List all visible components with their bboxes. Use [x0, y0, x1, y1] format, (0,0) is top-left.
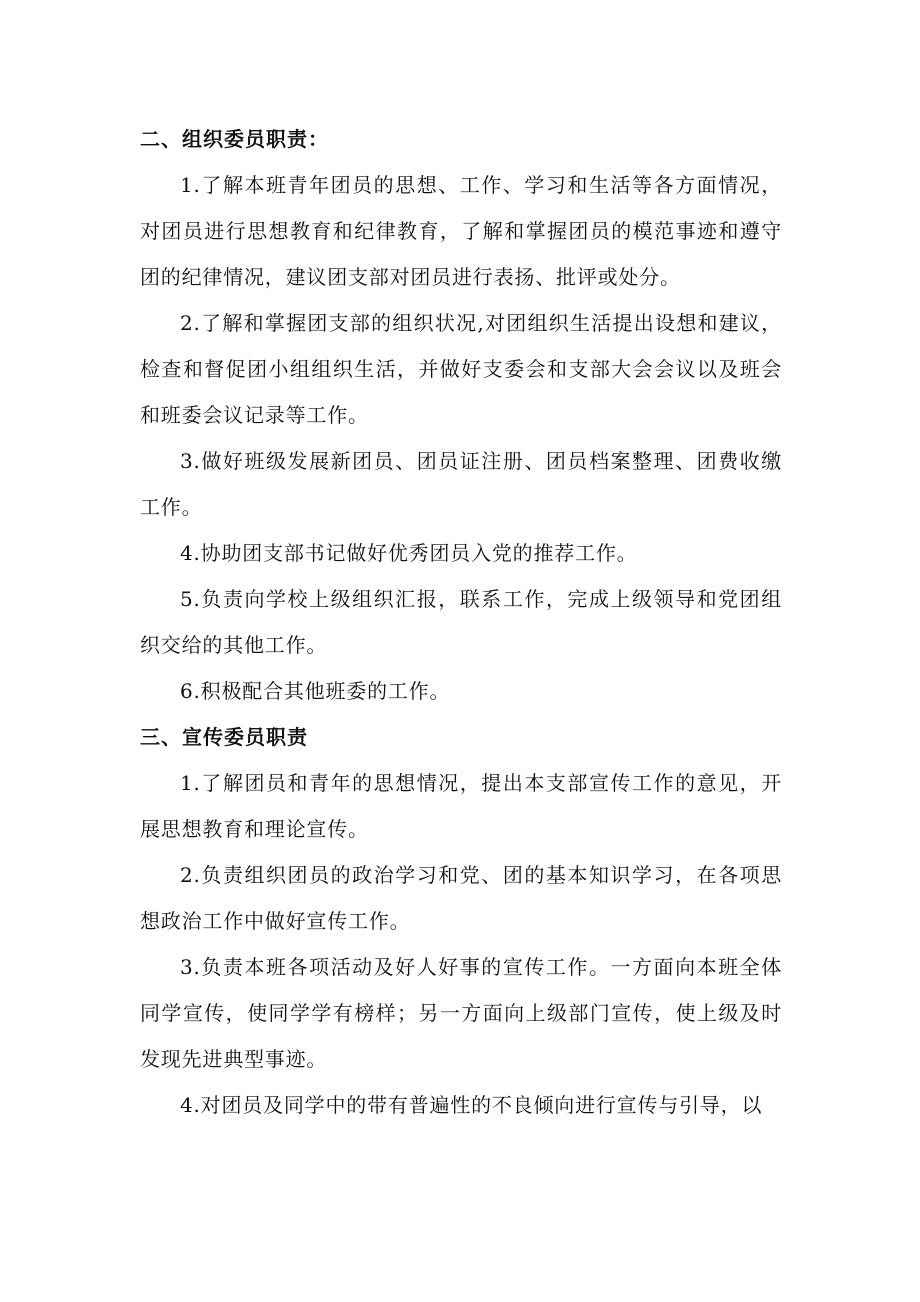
publicity-duty-2: 2.负责组织团员的政治学习和党、团的基本知识学习，在各项思想政治工作中做好宣传工作。 — [140, 863, 782, 933]
organization-duty-1: 1.了解本班青年团员的思想、工作、学习和生活等各方面情况，对团员进行思想教育和纪律教育，了解和掌握团员的模范事迹和遵守团的纪律情况，建议团支部对团员进行表扬、批评或处分。 — [140, 173, 782, 289]
organization-duty-6: 6.积极配合其他班委的工作。 — [180, 679, 451, 703]
section-heading-publicity: 三、宣传委员职责 — [140, 725, 308, 749]
publicity-duty-4: 4.对团员及同学中的带有普遍性的不良倾向进行宣传与引导，以 — [180, 1093, 763, 1117]
organization-duty-2: 2.了解和掌握团支部的组织状况,对团组织生活提出设想和建议，检查和督促团小组组织生活，并做好支委会和支部大会会议以及班会和班委会议记录等工作。 — [140, 311, 782, 427]
publicity-duty-1: 1.了解团员和青年的思想情况，提出本支部宣传工作的意见，开展思想教育和理论宣传。 — [140, 771, 782, 841]
organization-duty-5: 5.负责向学校上级组织汇报，联系工作，完成上级领导和党团组织交给的其他工作。 — [140, 587, 782, 657]
organization-duty-4: 4.协助团支部书记做好优秀团员入党的推荐工作。 — [180, 541, 638, 565]
document-body — [140, 116, 782, 1128]
publicity-duty-3: 3.负责本班各项活动及好人好事的宣传工作。一方面向本班全体同学宣传，使同学学有榜样；另一方面向上级部门宣传，使上级及时发现先进典型事迹。 — [140, 955, 782, 1071]
section-heading-organization: 二、组织委员职责： — [140, 127, 329, 151]
organization-duty-3: 3.做好班级发展新团员、团员证注册、团员档案整理、团费收缴工作。 — [140, 449, 782, 519]
